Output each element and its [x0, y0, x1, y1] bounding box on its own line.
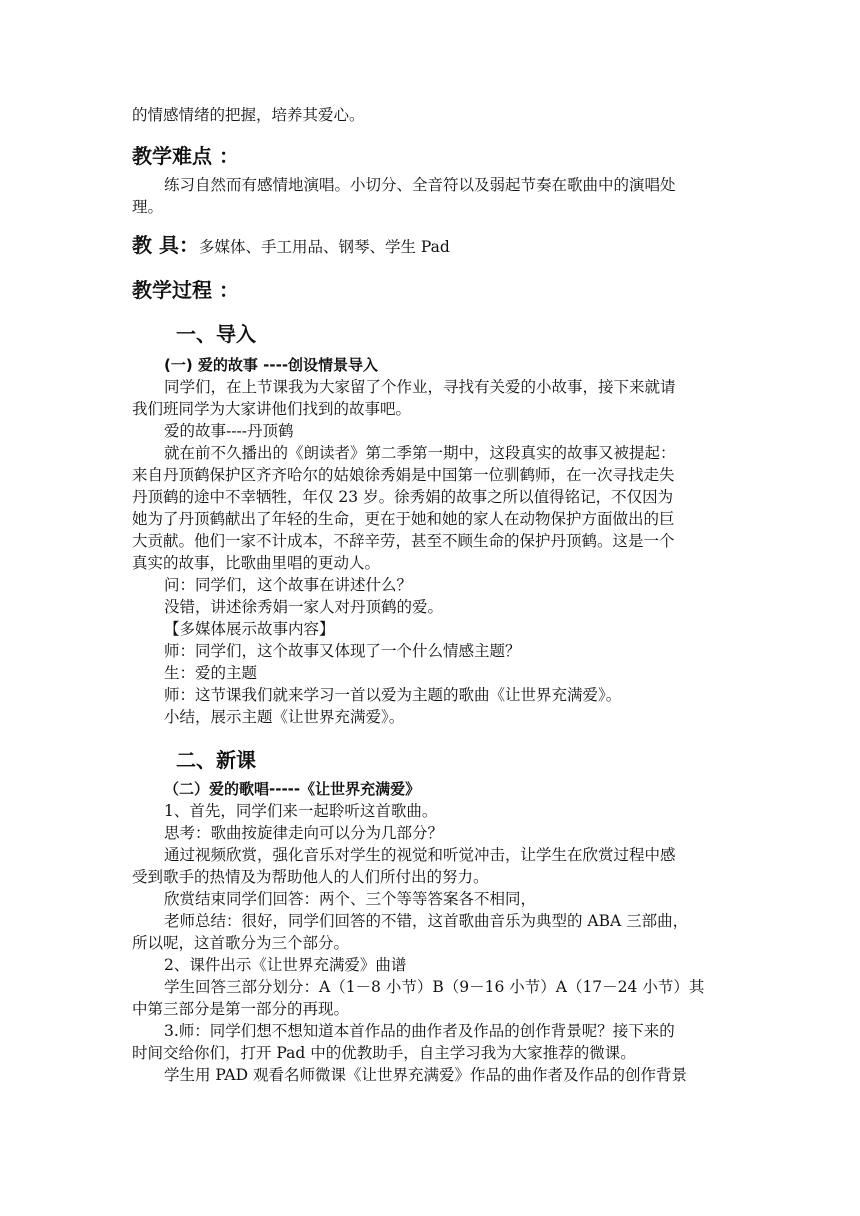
text-line: 大贡献。他们一家不计成本，不辞辛劳，甚至不顾生命的保护丹顶鹤。这是一个 — [132, 532, 675, 550]
text-line: 练习自然而有感情地演唱。小切分、全音符以及弱起节奏在歌曲中的演唱处 — [164, 176, 676, 194]
text-line: 时间交给你们，打开 Pad 中的优教助手，自主学习我为大家推荐的微课。 — [132, 1044, 636, 1062]
text-line: 师：这节课我们就来学习一首以爱为主题的歌曲《让世界充满爱》。 — [164, 686, 622, 704]
subsection-heading-love-story: (一) 爱的故事 ----创设情景导入 — [164, 356, 379, 374]
text-line: 受到歌手的热情及为帮助他人的人们所付出的努力。 — [132, 868, 489, 886]
text-line: 1、首先，同学们来一起聆听这首歌曲。 — [164, 802, 438, 820]
text-line: 老师总结：很好，同学们回答的不错，这首歌曲音乐为典型的 ABA 三部曲， — [164, 912, 689, 930]
text-line: 她为了丹顶鹤献出了年轻的生命，更在于她和她的家人在动物保护方面做出的巨 — [132, 510, 675, 528]
text-line: 学生用 PAD 观看名师微课《让世界充满爱》作品的曲作者及作品的创作背景 — [164, 1066, 687, 1084]
text-line: 所以呢，这首歌分为三个部分。 — [132, 934, 350, 952]
heading-teaching-process: 教学过程 ： — [132, 278, 239, 302]
text-line: 的情感情绪的把握，培养其爱心。 — [132, 106, 365, 124]
text-line: 【多媒体展示故事内容】 — [164, 620, 335, 638]
heading-label: 教 具： — [132, 233, 199, 257]
text-line: 3.师：同学们想不想知道本首作品的曲作者及作品的创作背景呢？接下来的 — [164, 1022, 675, 1040]
text-line: 2、课件出示《让世界充满爱》曲谱 — [164, 956, 407, 974]
text-line: 来自丹顶鹤保护区齐齐哈尔的姑娘徐秀娟是中国第一位驯鹤师，在一次寻找走失 — [132, 466, 675, 484]
tools-list: 多媒体、手工用品、钢琴、学生 Pad — [198, 238, 450, 256]
section-heading-intro: 一、导入 — [176, 322, 256, 346]
text-line: 欣赏结束同学们回答：两个、三个等等答案各不相同， — [164, 890, 537, 908]
text-line: 小结，展示主题《让世界充满爱》。 — [164, 708, 405, 726]
heading-teaching-tools — [132, 229, 450, 258]
text-line: 没错，讲述徐秀娟一家人对丹顶鹤的爱。 — [164, 598, 444, 616]
heading-teaching-difficulty: 教学难点 ： — [132, 144, 239, 168]
subsection-heading-love-singing: （二）爱的歌唱-----《让世界充满爱》 — [164, 780, 421, 798]
section-heading-new-lesson: 二、新课 — [176, 748, 256, 772]
text-line: 同学们，在上节课我为大家留了个作业，寻找有关爱的小故事，接下来就请 — [164, 378, 676, 396]
text-line: 我们班同学为大家讲他们找到的故事吧。 — [132, 400, 412, 418]
text-line: 丹顶鹤的途中不幸牺牲，年仅 23 岁。徐秀娟的故事之所以值得铭记，不仅因为 — [132, 488, 674, 506]
text-line: 真实的故事，比歌曲里唱的更动人。 — [132, 554, 381, 572]
text-line: 通过视频欣赏，强化音乐对学生的视觉和听觉冲击，让学生在欣赏过程中感 — [164, 846, 676, 864]
text-line: 问：同学们，这个故事在讲述什么？ — [164, 576, 413, 594]
text-line: 爱的故事----丹顶鹤 — [164, 422, 294, 440]
text-line: 理。 — [132, 198, 164, 216]
text-line: 生：爱的主题 — [164, 664, 258, 682]
text-line: 就在前不久播出的《朗读者》第二季第一期中，这段真实的故事又被提起： — [164, 444, 676, 462]
text-line: 思考：歌曲按旋律走向可以分为几部分？ — [164, 824, 444, 842]
text-line: 师：同学们，这个故事又体现了一个什么情感主题？ — [164, 642, 521, 660]
text-line: 学生回答三部分划分：A（1－8 小节）B（9－16 小节）A（17－24 小节）其 — [164, 978, 705, 996]
text-line: 中第三部分是第一部分的再现。 — [132, 1000, 350, 1018]
